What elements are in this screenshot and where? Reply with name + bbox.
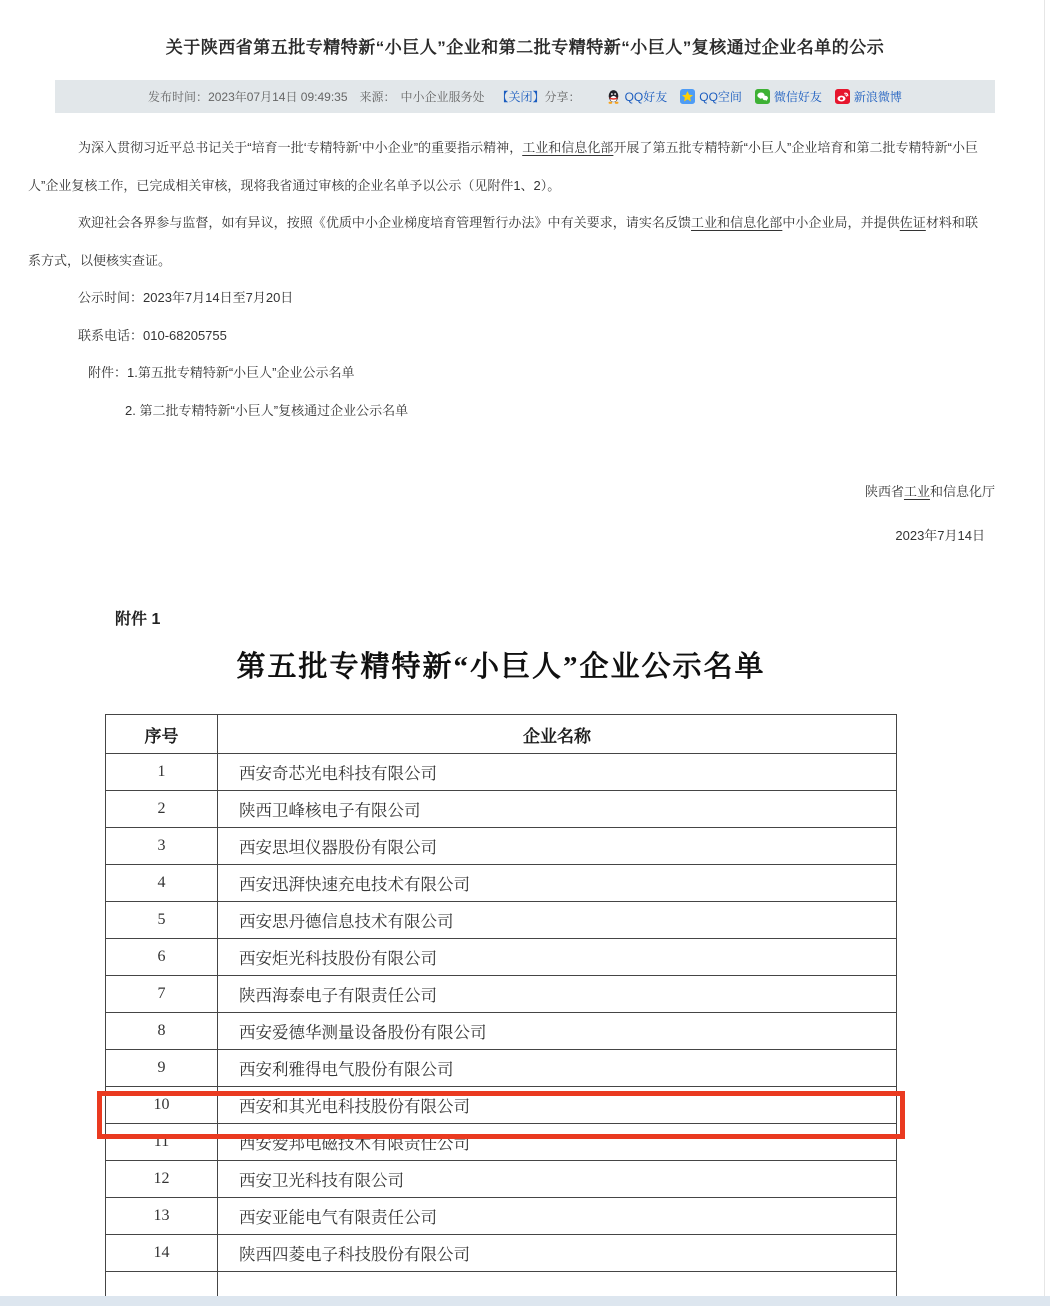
signature-block: [865, 482, 995, 546]
row-number: 12: [106, 1161, 218, 1198]
share-qq-friend[interactable]: [606, 88, 668, 105]
qzone-icon: [680, 89, 695, 104]
signature-org: [865, 482, 995, 502]
paragraph-2: [28, 204, 978, 279]
row-number: 11: [106, 1124, 218, 1161]
row-number: 2: [106, 791, 218, 828]
page-right-edge: [1044, 0, 1045, 1306]
table-row: [106, 939, 897, 976]
table-row: [106, 754, 897, 791]
attachment1-label: 附件 1: [115, 611, 161, 628]
source-value: 中小企业服务处: [400, 90, 485, 104]
row-number: 1: [106, 754, 218, 791]
company-name: 西安奇芯光电科技有限公司: [218, 754, 897, 791]
meta-bar: [55, 80, 995, 113]
signature-org-post: 和信息化厅: [929, 484, 995, 499]
company-name: 陕西卫峰核电子有限公司: [218, 791, 897, 828]
share-wechat-label: 微信好友: [773, 90, 822, 104]
table-row: [106, 1013, 897, 1050]
contact-phone-line: 联系电话：010-68205755: [78, 327, 227, 343]
company-name: 西安利雅得电气股份有限公司: [218, 1050, 897, 1087]
paragraph-2-text-3: 材料和联系方式，以便核实查证。: [28, 215, 978, 268]
paragraph-2-text-2: 中小企业局，并提供: [782, 215, 900, 230]
share-weibo[interactable]: [835, 88, 902, 105]
share-label: 分享：: [544, 90, 581, 104]
row-number: 4: [106, 865, 218, 902]
header-serial-number: 序号: [106, 715, 218, 754]
table-row: [106, 828, 897, 865]
row-number: 5: [106, 902, 218, 939]
attachment-link-1[interactable]: 附件：1.第五批专精特新“小巨人”企业公示名单: [88, 365, 355, 380]
table-row: [106, 865, 897, 902]
table-row: [106, 1050, 897, 1087]
company-name: 西安迅湃快速充电技术有限公司: [218, 865, 897, 902]
company-name: 陕西海泰电子有限责任公司: [218, 976, 897, 1013]
source-label: 来源：: [359, 90, 396, 104]
share-weibo-label: 新浪微博: [853, 90, 902, 104]
row-number: 6: [106, 939, 218, 976]
row-number: 14: [106, 1235, 218, 1272]
table-row: [106, 1161, 897, 1198]
company-list-table: [105, 714, 897, 1306]
table-row: [106, 976, 897, 1013]
paragraph-1-text: 为深入贯彻习近平总书记关于“培育一批‘专精特新’中小企业”的重要指示精神，: [78, 140, 523, 155]
publish-time-value: 2023年07月14日 09:49:35: [208, 90, 348, 104]
company-name: 西安爱德华测量设备股份有限公司: [218, 1013, 897, 1050]
share-qzone-label: QQ空间: [699, 90, 742, 104]
company-name: 陕西四菱电子科技股份有限公司: [218, 1235, 897, 1272]
wechat-icon: [755, 89, 770, 104]
attachment-link-2[interactable]: 2. 第二批专精特新“小巨人”复核通过企业公示名单: [125, 402, 409, 418]
close-link[interactable]: 【关闭】: [496, 90, 545, 104]
paragraph-2-text: 欢迎社会各界参与监督，如有异议，按照《优质中小企业梯度培育管理暂行办法》中有关要求，请实名反馈: [78, 215, 692, 230]
page-title: 关于陕西省第五批专精特新“小巨人”企业和第二批专精特新“小巨人”复核通过企业名单的公示: [165, 38, 885, 57]
signature-org-pre: 陕西省: [864, 484, 904, 499]
row-number: 9: [106, 1050, 218, 1087]
row-number: 7: [106, 976, 218, 1013]
publish-time-label: 发布时间：: [148, 90, 209, 104]
table-row: [106, 1198, 897, 1235]
signature-date: 2023年7月14日: [895, 528, 985, 543]
notice-period-line: 公示时间：2023年7月14日至7月20日: [78, 290, 294, 305]
table-header-row: [106, 715, 897, 754]
row-number: 13: [106, 1198, 218, 1235]
ministry-link[interactable]: 工业和信息化部: [522, 140, 614, 155]
ministry-link-2[interactable]: 工业和信息化部: [691, 215, 783, 230]
table-row: [106, 1235, 897, 1272]
row-number: 10: [106, 1087, 218, 1124]
share-qzone[interactable]: [680, 88, 742, 105]
company-name: 西安炬光科技股份有限公司: [218, 939, 897, 976]
company-name: 西安思丹德信息技术有限公司: [218, 902, 897, 939]
evidence-underline: 佐证: [899, 215, 926, 230]
share-qq-friend-label: QQ好友: [624, 90, 668, 104]
page-bottom-edge: [0, 1296, 1050, 1306]
company-name: 西安卫光科技有限公司: [218, 1161, 897, 1198]
table-row: [106, 1124, 897, 1161]
weibo-icon: [835, 89, 850, 104]
paragraph-1: [28, 129, 978, 204]
document-body: [28, 129, 978, 429]
attachment1-title: 第五批专精特新“小巨人”企业公示名单: [236, 651, 766, 683]
signature-org-underline: 工业: [903, 484, 930, 499]
row-number: 3: [106, 828, 218, 865]
company-name: 西安亚能电气有限责任公司: [218, 1198, 897, 1235]
table-row: [106, 902, 897, 939]
paragraph-1-text-2: 开展了第五批专精特新“小巨人”企业培育和第二批专精特新“小巨人”企业复核工作，已完成相关审核，现将我省通过审核的企业名单予以公示（见附件1、2）。: [28, 140, 978, 193]
row-number: 8: [106, 1013, 218, 1050]
qq-friend-icon: [606, 89, 621, 104]
company-name: 西安和其光电科技股份有限公司: [218, 1087, 897, 1124]
company-name: 西安爱邦电磁技术有限责任公司: [218, 1124, 897, 1161]
table-row: [106, 791, 897, 828]
header-company-name: 企业名称: [218, 715, 897, 754]
company-name: 西安思坦仪器股份有限公司: [218, 828, 897, 865]
table-row-highlighted: [106, 1087, 897, 1124]
share-wechat[interactable]: [755, 88, 822, 105]
